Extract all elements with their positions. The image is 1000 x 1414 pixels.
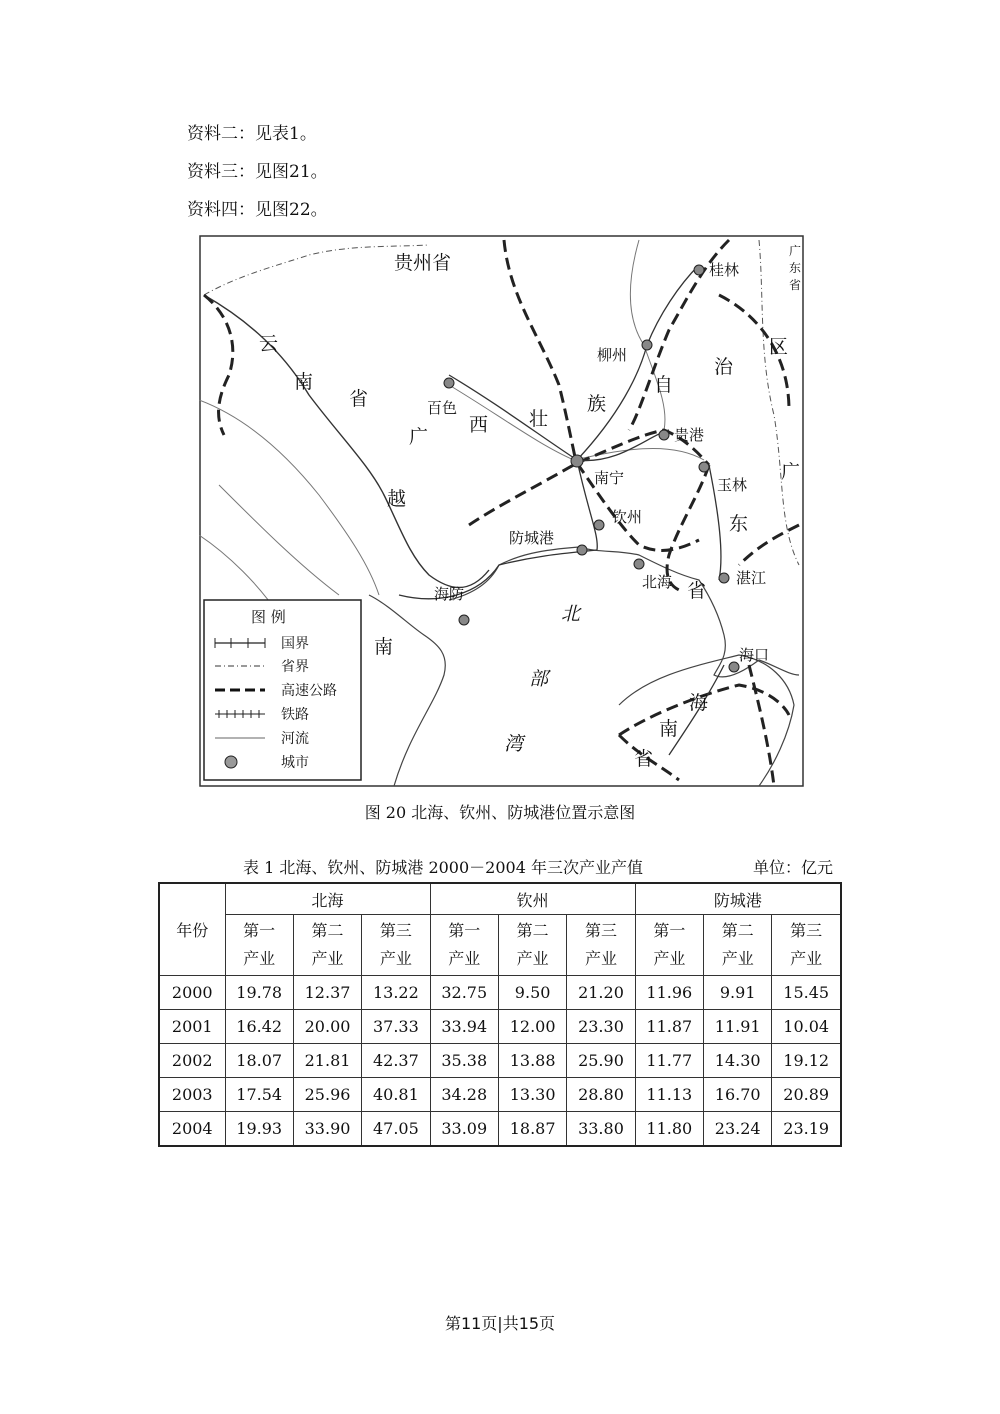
region-guangxi-3: 壮 bbox=[529, 408, 549, 430]
value-cell: 21.81 bbox=[293, 1044, 361, 1078]
city-marker-fangchenggang bbox=[577, 545, 587, 555]
value-cell: 33.90 bbox=[293, 1112, 361, 1147]
city-label-haifang: 海防 bbox=[434, 585, 465, 603]
header-year: 年份 bbox=[159, 883, 225, 976]
region-guizhou: 贵州省 bbox=[394, 252, 452, 274]
city-marker-baise bbox=[444, 378, 454, 388]
table-row bbox=[159, 1044, 841, 1078]
value-cell: 18.87 bbox=[498, 1112, 566, 1147]
city-label-liuzhou: 柳州 bbox=[597, 346, 628, 364]
value-cell: 35.38 bbox=[430, 1044, 498, 1078]
value-cell: 33.94 bbox=[430, 1010, 498, 1044]
legend-item-province: 省界 bbox=[281, 659, 309, 675]
legend-item-city: 城市 bbox=[281, 755, 309, 771]
value-cell: 11.13 bbox=[635, 1078, 703, 1112]
region-yunnan-1: 云 bbox=[259, 333, 279, 355]
legend-item-border: 国界 bbox=[281, 636, 309, 652]
value-cell: 32.75 bbox=[430, 976, 498, 1010]
value-cell: 23.30 bbox=[567, 1010, 635, 1044]
location-map bbox=[199, 235, 804, 787]
city-label-haikou: 海口 bbox=[739, 646, 770, 664]
value-cell: 34.28 bbox=[430, 1078, 498, 1112]
city-label-beihai: 北海 bbox=[642, 573, 673, 591]
year-cell: 2002 bbox=[159, 1044, 225, 1078]
sub-header-cell: 第一 产业 bbox=[430, 915, 498, 976]
legend-title: 图 例 bbox=[251, 608, 286, 626]
legend-item-river: 河流 bbox=[281, 731, 309, 747]
value-cell: 13.88 bbox=[498, 1044, 566, 1078]
year-cell: 2001 bbox=[159, 1010, 225, 1044]
city-label-yulin: 玉林 bbox=[717, 476, 748, 494]
page-footer: 第11页|共15页 bbox=[444, 1314, 556, 1333]
region-guangxi-4: 族 bbox=[587, 393, 607, 415]
value-cell: 11.87 bbox=[635, 1010, 703, 1044]
value-cell: 12.37 bbox=[293, 976, 361, 1010]
region-hainan-2: 南 bbox=[659, 718, 679, 740]
value-cell: 19.78 bbox=[225, 976, 293, 1010]
region-guangxi-5: 自 bbox=[654, 374, 674, 396]
city-marker-zhanjiang bbox=[719, 573, 729, 583]
table-caption bbox=[243, 855, 833, 878]
value-cell: 33.09 bbox=[430, 1112, 498, 1147]
region-guangdong-top-2: 东 bbox=[789, 261, 802, 275]
region-vietnam-1: 越 bbox=[387, 488, 407, 510]
region-yunnan-3: 省 bbox=[349, 388, 369, 410]
table-unit: 单位：亿元 bbox=[752, 858, 833, 877]
value-cell: 42.37 bbox=[362, 1044, 430, 1078]
value-cell: 16.42 bbox=[225, 1010, 293, 1044]
city-label-fangchenggang: 防城港 bbox=[509, 529, 555, 547]
city-marker-beihai bbox=[634, 559, 644, 569]
value-cell: 16.70 bbox=[704, 1078, 772, 1112]
city-label-guilin: 桂林 bbox=[709, 261, 740, 279]
sub-header-cell: 第二 产业 bbox=[498, 915, 566, 976]
figure-caption: 图 20 北海、钦州、防城港位置示意图 bbox=[364, 803, 636, 822]
city-label-guigang: 贵港 bbox=[674, 426, 705, 444]
value-cell: 20.00 bbox=[293, 1010, 361, 1044]
intro-line-3: 资料四：见图22。 bbox=[187, 200, 328, 220]
city-marker-haikou bbox=[729, 662, 739, 672]
value-cell: 19.12 bbox=[772, 1044, 841, 1078]
table-row bbox=[159, 976, 841, 1010]
table-body bbox=[159, 976, 841, 1147]
value-cell: 21.20 bbox=[567, 976, 635, 1010]
city-marker-nanning bbox=[571, 455, 583, 467]
sub-header-cell: 第一 产业 bbox=[635, 915, 703, 976]
region-guangxi-1: 广 bbox=[409, 426, 429, 448]
value-cell: 23.24 bbox=[704, 1112, 772, 1147]
value-cell: 13.30 bbox=[498, 1078, 566, 1112]
value-cell: 20.89 bbox=[772, 1078, 841, 1112]
year-cell: 2000 bbox=[159, 976, 225, 1010]
region-hainan-1: 海 bbox=[689, 692, 709, 714]
city-marker-guigang bbox=[659, 430, 669, 440]
value-cell: 17.54 bbox=[225, 1078, 293, 1112]
value-cell: 15.45 bbox=[772, 976, 841, 1010]
city-marker-haifang bbox=[459, 615, 469, 625]
value-cell: 11.77 bbox=[635, 1044, 703, 1078]
value-cell: 12.00 bbox=[498, 1010, 566, 1044]
city-marker-guilin bbox=[694, 265, 704, 275]
value-cell: 37.33 bbox=[362, 1010, 430, 1044]
region-yunnan-2: 南 bbox=[294, 371, 314, 393]
region-gulf-1: 北 bbox=[561, 603, 581, 625]
intro-line-1: 资料二：见表1。 bbox=[187, 124, 317, 144]
sub-header-cell: 第三 产业 bbox=[567, 915, 635, 976]
value-cell: 9.50 bbox=[498, 976, 566, 1010]
value-cell: 13.22 bbox=[362, 976, 430, 1010]
table-row bbox=[159, 1078, 841, 1112]
city-label-qinzhou: 钦州 bbox=[612, 508, 643, 526]
value-cell: 47.05 bbox=[362, 1112, 430, 1147]
city-marker-yulin bbox=[699, 462, 709, 472]
legend-item-expressway: 高速公路 bbox=[281, 683, 337, 699]
value-cell: 33.80 bbox=[567, 1112, 635, 1147]
table-row bbox=[159, 1112, 841, 1147]
header-city-fangchenggang: 防城港 bbox=[635, 883, 841, 915]
region-vietnam-2: 南 bbox=[374, 636, 394, 658]
region-guangdong-3: 省 bbox=[687, 580, 707, 602]
city-label-baise: 百色 bbox=[427, 399, 458, 417]
region-guangdong-2: 东 bbox=[729, 513, 749, 535]
value-cell: 9.91 bbox=[704, 976, 772, 1010]
map-legend bbox=[204, 600, 361, 780]
sub-header-row bbox=[159, 915, 841, 976]
value-cell: 25.90 bbox=[567, 1044, 635, 1078]
region-guangxi-7: 区 bbox=[769, 336, 789, 358]
region-gulf-3: 湾 bbox=[504, 733, 524, 755]
city-label-nanning: 南宁 bbox=[594, 469, 625, 487]
region-hainan-3: 省 bbox=[634, 748, 654, 770]
legend-item-railway: 铁路 bbox=[281, 707, 309, 723]
table-title: 表 1 北海、钦州、防城港 2000－2004 年三次产业产值 bbox=[243, 858, 643, 877]
city-marker-liuzhou bbox=[642, 340, 652, 350]
value-cell: 18.07 bbox=[225, 1044, 293, 1078]
region-gulf-2: 部 bbox=[529, 668, 549, 690]
value-cell: 19.93 bbox=[225, 1112, 293, 1147]
value-cell: 11.91 bbox=[704, 1010, 772, 1044]
intro-line-2: 资料三：见图21。 bbox=[187, 162, 328, 182]
value-cell: 28.80 bbox=[567, 1078, 635, 1112]
value-cell: 11.80 bbox=[635, 1112, 703, 1147]
table-row bbox=[159, 1010, 841, 1044]
header-city-qinzhou: 钦州 bbox=[430, 883, 635, 915]
city-label-zhanjiang: 湛江 bbox=[736, 569, 767, 587]
region-guangxi-2: 西 bbox=[469, 414, 489, 436]
year-cell: 2004 bbox=[159, 1112, 225, 1147]
header-city-beihai: 北海 bbox=[225, 883, 430, 915]
industry-table bbox=[158, 882, 842, 1147]
sub-header-cell: 第一 产业 bbox=[225, 915, 293, 976]
region-guangdong-top-1: 广 bbox=[789, 244, 802, 258]
region-guangdong-top-3: 省 bbox=[789, 278, 802, 292]
value-cell: 11.96 bbox=[635, 976, 703, 1010]
value-cell: 14.30 bbox=[704, 1044, 772, 1078]
region-guangdong-1: 广 bbox=[781, 461, 801, 483]
value-cell: 10.04 bbox=[772, 1010, 841, 1044]
sub-header-cell: 第三 产业 bbox=[362, 915, 430, 976]
sub-header-cell: 第二 产业 bbox=[704, 915, 772, 976]
region-guangxi-6: 治 bbox=[714, 356, 734, 378]
value-cell: 25.96 bbox=[293, 1078, 361, 1112]
sub-header-cell: 第二 产业 bbox=[293, 915, 361, 976]
value-cell: 40.81 bbox=[362, 1078, 430, 1112]
sub-header-cell: 第三 产业 bbox=[772, 915, 841, 976]
year-cell: 2003 bbox=[159, 1078, 225, 1112]
city-marker-qinzhou bbox=[594, 520, 604, 530]
value-cell: 23.19 bbox=[772, 1112, 841, 1147]
